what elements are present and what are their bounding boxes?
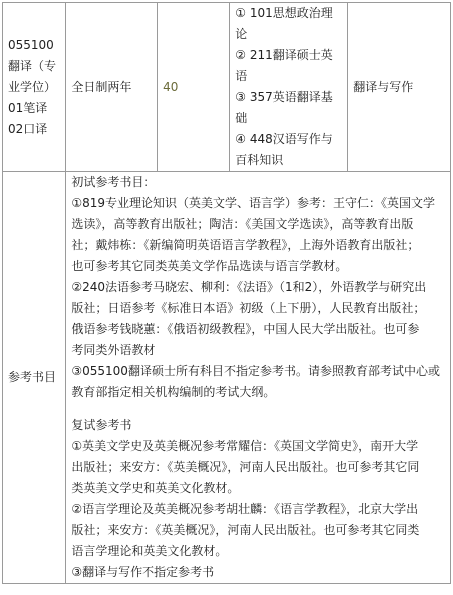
reference-line: 版社；日语参考《标准日本语》初级（上下册），人民教育出版社； <box>71 301 426 315</box>
initial-references-heading: 初试参考书目： <box>71 175 156 189</box>
references-row <box>3 172 451 584</box>
reference-line: 选读》，高等教育出版社；陶洁：《美国文学选读》，高等教育出版 <box>71 217 414 231</box>
exam-subjects-cell <box>230 3 348 172</box>
exam-subject: ④ 448汉语写作与百科知识 <box>235 132 333 167</box>
references-content <box>66 172 451 584</box>
reference-line: 类英美文学史和英美文化教材。 <box>71 481 240 495</box>
direction-item: 02口译 <box>8 121 48 136</box>
study-mode-cell: 全日制两年 <box>66 3 158 172</box>
reference-line: ②语言学理论及英美概况参考胡壮麟：《语言学教程》，北京大学出 <box>71 502 419 516</box>
exam-subject: ② 211翻译硕士英语 <box>235 48 333 83</box>
reference-line: 版社；来安方：《英美概况》，河南人民出版社。也可参考其它同类 <box>71 523 420 537</box>
reference-line: ①819专业理论知识（英美文学、语言学）参考：王守仁：《英国文学 <box>71 196 436 210</box>
reference-line: 社；戴炜栋：《新编简明英语语言学教程》，上海外语教育出版社； <box>71 238 420 252</box>
program-code-cell <box>3 3 66 172</box>
reference-line: 考同类外语教材 <box>71 343 156 357</box>
reference-line: 出版社；来安方：《英美概况》，河南人民出版社。也可参考其它同 <box>71 460 420 474</box>
reference-line: 也可参考其它同类英美文学作品选读与语言学教材。 <box>71 259 348 273</box>
reference-line: ③055100翻译硕士所有科目不指定参考书。请参照教育部考试中心或 <box>71 364 440 378</box>
reference-line: 教育部指定相关机构编制的考试大纲。 <box>71 385 276 399</box>
reference-line: ①英美文学史及英美概况参考常耀信：《英国文学简史》，南开大学 <box>71 439 419 453</box>
enrollment-cell: 40 <box>158 3 230 172</box>
reference-line: ③翻译与写作不指定参考书 <box>71 565 215 579</box>
retest-references-heading: 复试参考书 <box>71 418 132 432</box>
reference-line: ②240法语参考马晓宏、柳利：《法语》（1和2），外语教学与研究出 <box>71 280 427 294</box>
retest-subject-cell: 翻译与写作 <box>348 3 451 172</box>
reference-line: 俄语参考钱晓蕙：《俄语初级教程》，中国人民大学出版社。也可参 <box>71 322 420 336</box>
reference-line: 语言学理论和英美文化教材。 <box>71 544 228 558</box>
references-label: 参考书目 <box>3 172 66 584</box>
direction-item: 01笔译 <box>8 100 48 115</box>
exam-subject: ① 101思想政治理论 <box>235 6 333 41</box>
program-code-name: 055100翻译（专业学位） <box>8 37 57 94</box>
program-row <box>3 3 451 172</box>
admission-table <box>2 2 451 584</box>
exam-subject: ③ 357英语翻译基础 <box>235 90 333 125</box>
section-spacer <box>71 403 445 415</box>
